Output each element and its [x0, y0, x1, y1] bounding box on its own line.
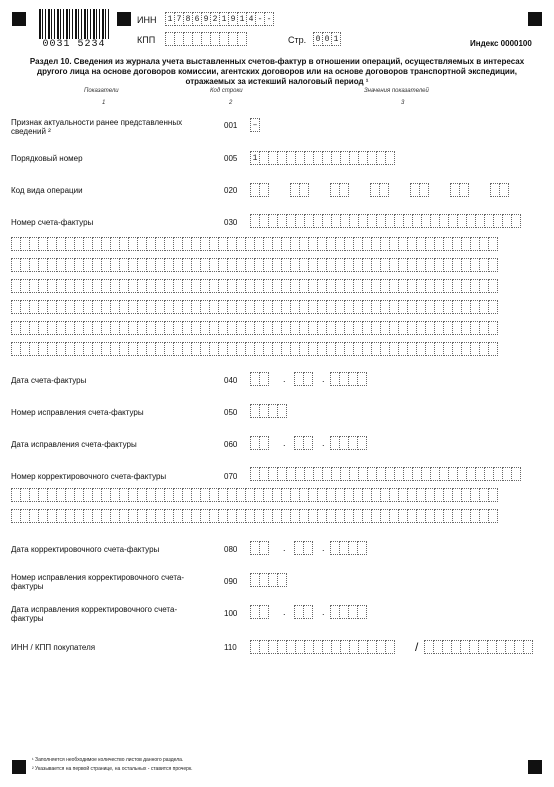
row-080-year[interactable] — [330, 541, 366, 555]
inn-char-cell: 4 — [246, 12, 256, 26]
inn-char-cell: 9 — [201, 12, 211, 26]
date-dot: . — [322, 374, 325, 384]
column-number-1: 1 — [102, 100, 106, 106]
char-cell — [303, 372, 313, 386]
inn-label: ИНН — [137, 15, 157, 25]
corner-marker-top-right — [528, 12, 542, 26]
page-char-cell: 1 — [331, 32, 341, 46]
inn-char-cell: - — [264, 12, 274, 26]
char-cell — [488, 509, 498, 523]
date-dot: . — [322, 543, 325, 553]
row-020-label: Код вида операции — [11, 186, 83, 195]
row-005-char-cell — [385, 151, 395, 165]
char-cell — [419, 183, 429, 197]
row-070-field-line-2[interactable] — [11, 488, 497, 502]
char-cell — [357, 372, 367, 386]
char-cell — [259, 372, 269, 386]
row-020-field-5[interactable] — [410, 183, 428, 197]
row-020-field-3[interactable] — [330, 183, 348, 197]
char-cell — [459, 183, 469, 197]
char-cell — [277, 404, 287, 418]
row-070-field-line-1[interactable] — [250, 467, 520, 481]
char-cell — [488, 258, 498, 272]
column-number-3: 3 — [401, 100, 405, 106]
row-080-label: Дата корректировочного счета-фактуры — [11, 545, 160, 554]
column-header-values: Значения показателей — [364, 88, 429, 94]
row-001-label: Признак актуальности ранее представленных сведений ² — [11, 118, 183, 136]
corner-marker-top-left — [12, 12, 26, 26]
row-070-code: 070 — [224, 472, 238, 481]
char-cell — [303, 605, 313, 619]
char-cell — [299, 183, 309, 197]
row-030-field-line-4[interactable] — [11, 279, 497, 293]
corner-marker-bottom-right — [528, 760, 542, 774]
kpp-label: КПП — [137, 35, 156, 45]
char-cell — [385, 640, 395, 654]
inn-char-cell: 1 — [219, 12, 229, 26]
char-cell — [339, 183, 349, 197]
row-100-label: Дата исправления корректировочного счета-фактуры — [11, 605, 178, 623]
row-090-code: 090 — [224, 577, 238, 586]
row-005-label: Порядковый номер — [11, 154, 83, 163]
row-080-month[interactable] — [294, 541, 312, 555]
date-dot: . — [283, 607, 286, 617]
row-040-month[interactable] — [294, 372, 312, 386]
row-030-field-line-3[interactable] — [11, 258, 497, 272]
row-001-field[interactable] — [250, 118, 259, 132]
corner-marker-bottom-left — [12, 760, 26, 774]
row-030-label: Номер счета-фактуры — [11, 218, 94, 227]
char-cell — [511, 467, 521, 481]
char-cell — [511, 214, 521, 228]
inn-char-cell: 8 — [183, 12, 193, 26]
row-080-code: 080 — [224, 545, 238, 554]
row-030-field-line-5[interactable] — [11, 300, 497, 314]
row-100-code: 100 — [224, 609, 238, 618]
column-header-indicators: Показатели — [84, 88, 119, 94]
row-100-month[interactable] — [294, 605, 312, 619]
inn-char-cell: 1 — [237, 12, 247, 26]
row-030-code: 030 — [224, 218, 238, 227]
row-030-field-line-7[interactable] — [11, 342, 497, 356]
char-cell — [303, 541, 313, 555]
column-header-line-code: Код строки — [210, 88, 243, 94]
row-050-field[interactable] — [250, 404, 286, 418]
barcode — [39, 9, 109, 39]
char-cell — [488, 488, 498, 502]
date-dot: . — [322, 607, 325, 617]
char-cell — [277, 573, 287, 587]
row-020-code: 020 — [224, 186, 238, 195]
row-060-code: 060 — [224, 440, 238, 449]
char-cell — [488, 321, 498, 335]
char-cell — [259, 541, 269, 555]
buyer-kpp-field[interactable] — [424, 640, 532, 654]
char-cell — [357, 605, 367, 619]
row-040-label: Дата счета-фактуры — [11, 376, 87, 385]
row-040-code: 040 — [224, 376, 238, 385]
row-100-day[interactable] — [250, 605, 268, 619]
footnote-2: ² Указывается на первой странице, на остальных - ставится прочерк. — [32, 766, 193, 772]
char-cell — [259, 183, 269, 197]
column-number-2: 2 — [229, 100, 233, 106]
char-cell — [259, 605, 269, 619]
section-title: Раздел 10. Сведения из журнала учета выставленных счетов-фактур в отношении операций, осуществляемых в интересах другого лица на основе договоров комиссии, агентских договоров или на основе договоров транспортной экспедиции, отражаемых за истекший налоговый период ¹ — [29, 57, 525, 86]
buyer-inn-field[interactable] — [250, 640, 394, 654]
row-020-field-4[interactable] — [370, 183, 388, 197]
inn-char-cell: - — [255, 12, 265, 26]
form-index: Индекс 0000100 — [470, 39, 532, 48]
row-030-field-line-6[interactable] — [11, 321, 497, 335]
char-cell — [237, 32, 247, 46]
row-040-year[interactable] — [330, 372, 366, 386]
page-char-cell: 0 — [313, 32, 323, 46]
kpp-field[interactable] — [165, 32, 246, 46]
row-001-code: 001 — [224, 121, 238, 130]
page-label: Стр. — [288, 35, 307, 45]
inn-field[interactable] — [165, 12, 273, 26]
page-number-field[interactable] — [313, 32, 340, 46]
inn-char-cell: 7 — [174, 12, 184, 26]
char-cell — [523, 640, 533, 654]
char-cell — [357, 436, 367, 450]
row-060-year[interactable] — [330, 436, 366, 450]
row-001-value: – — [250, 118, 260, 132]
row-060-label: Дата исправления счета-фактуры — [11, 440, 137, 449]
inn-char-cell: 9 — [228, 12, 238, 26]
row-005-code: 005 — [224, 154, 238, 163]
char-cell — [379, 183, 389, 197]
row-070-field-line-3[interactable] — [11, 509, 497, 523]
inn-kpp-slash: / — [415, 640, 419, 654]
row-050-code: 050 — [224, 408, 238, 417]
char-cell — [488, 300, 498, 314]
row-005-value: 1 — [250, 151, 260, 165]
barcode-number: 0031 5234 — [42, 39, 106, 50]
char-cell — [488, 342, 498, 356]
row-050-label: Номер исправления счета-фактуры — [11, 408, 144, 417]
char-cell — [303, 436, 313, 450]
row-020-field-7[interactable] — [490, 183, 508, 197]
date-dot: . — [322, 438, 325, 448]
row-020-field-1[interactable] — [250, 183, 268, 197]
row-060-month[interactable] — [294, 436, 312, 450]
date-dot: . — [283, 438, 286, 448]
row-080-day[interactable] — [250, 541, 268, 555]
date-dot: . — [283, 374, 286, 384]
row-020-field-2[interactable] — [290, 183, 308, 197]
row-070-label: Номер корректировочного счета-фактуры — [11, 472, 167, 481]
row-100-year[interactable] — [330, 605, 366, 619]
row-090-field[interactable] — [250, 573, 286, 587]
row-060-day[interactable] — [250, 436, 268, 450]
inn-char-cell: 1 — [165, 12, 175, 26]
row-005-field[interactable] — [250, 151, 394, 165]
char-cell — [488, 279, 498, 293]
char-cell — [499, 183, 509, 197]
char-cell — [357, 541, 367, 555]
char-cell — [488, 237, 498, 251]
date-dot: . — [283, 543, 286, 553]
char-cell — [259, 436, 269, 450]
corner-marker-top — [117, 12, 131, 26]
inn-char-cell: 2 — [210, 12, 220, 26]
footnote-1: ¹ Заполняется необходимое количество листов данного раздела. — [32, 757, 184, 763]
row-110-label: ИНН / КПП покупателя — [11, 643, 96, 652]
row-110-code: 110 — [224, 643, 237, 652]
row-030-field-line-2[interactable] — [11, 237, 497, 251]
row-090-label: Номер исправления корректировочного счета-фактуры — [11, 573, 185, 591]
inn-char-cell: 6 — [192, 12, 202, 26]
row-020-field-6[interactable] — [450, 183, 468, 197]
row-030-field-line-1[interactable] — [250, 214, 520, 228]
page-char-cell: 0 — [322, 32, 332, 46]
row-040-day[interactable] — [250, 372, 268, 386]
